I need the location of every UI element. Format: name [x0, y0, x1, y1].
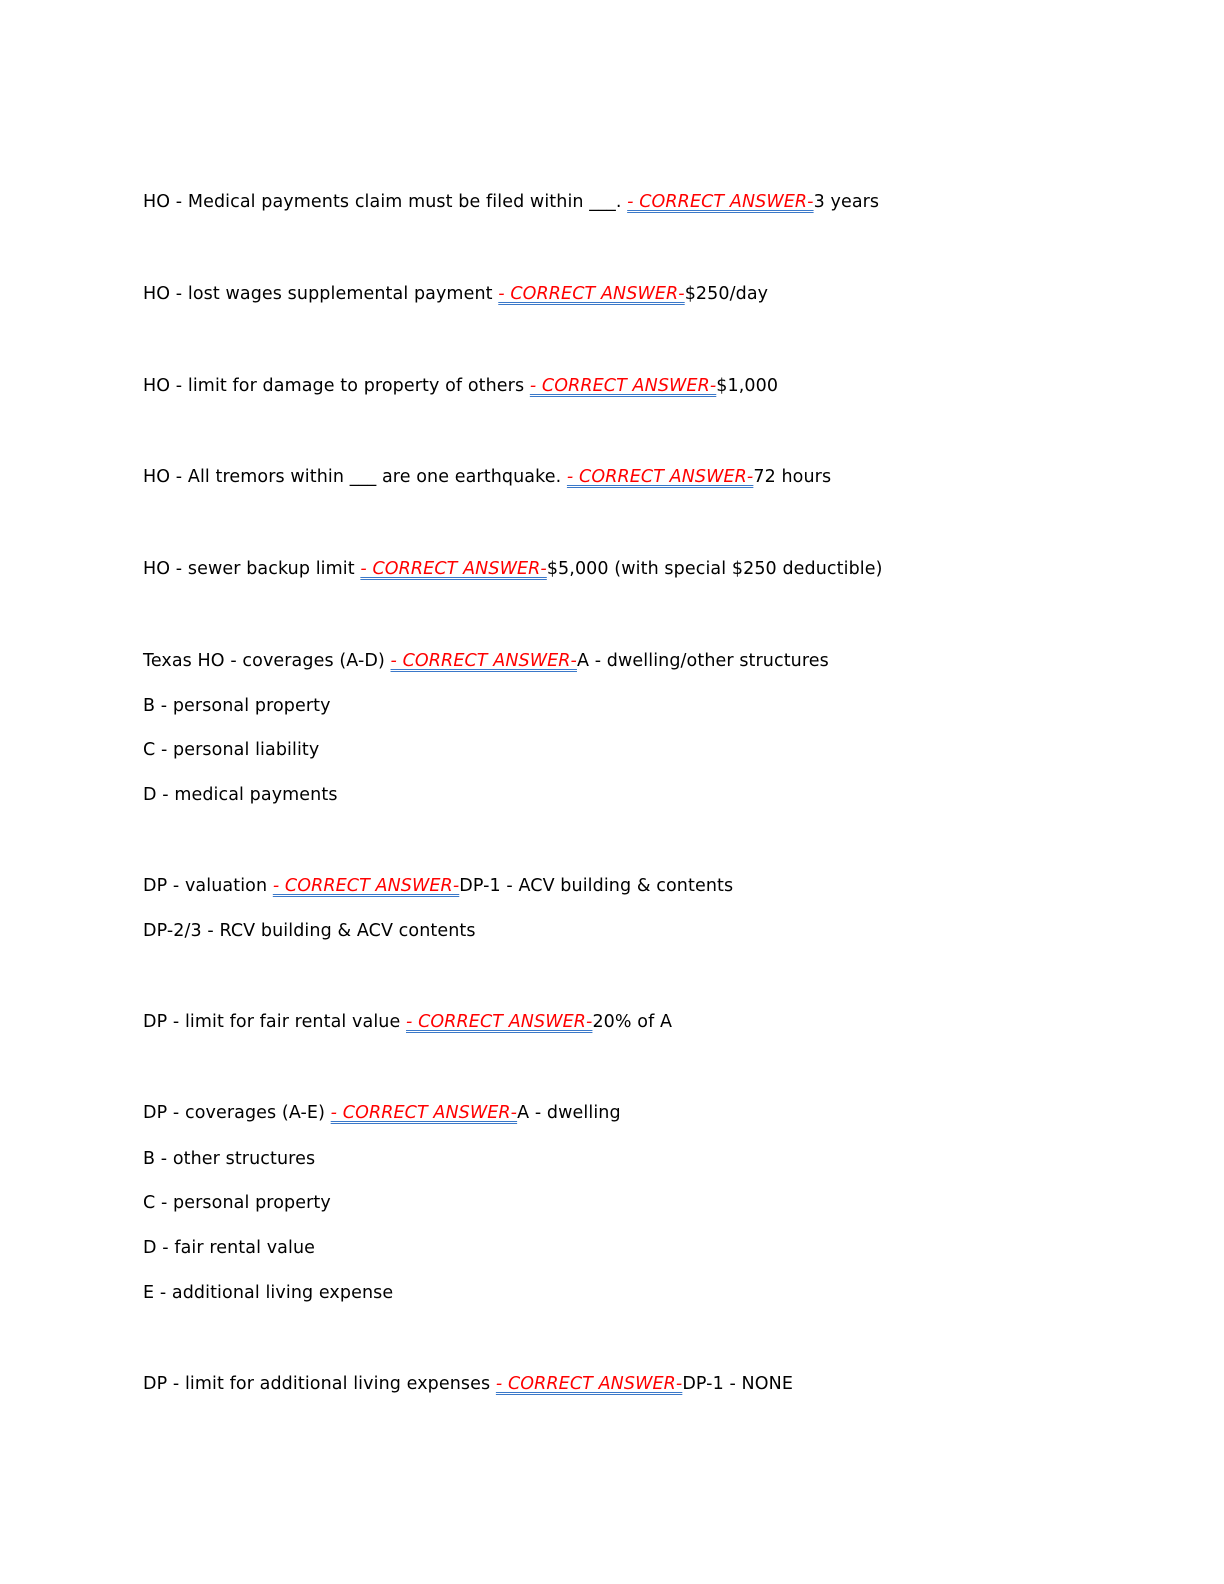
question-text: DP - limit for additional living expenses — [143, 1374, 496, 1394]
qa-entry — [143, 189, 879, 215]
answer-separator: - CORRECT ANSWER- — [498, 284, 685, 304]
question-text: HO - limit for damage to property of others — [143, 376, 530, 396]
question-text: HO - lost wages supplemental payment — [143, 284, 499, 304]
qa-entry — [143, 556, 883, 582]
answer-continuation: C - personal liability — [143, 740, 320, 760]
answer-continuation: E - additional living expense — [143, 1283, 394, 1303]
qa-entry — [143, 1371, 793, 1397]
qa-entry — [143, 1009, 672, 1035]
answer-separator: - CORRECT ANSWER- — [390, 651, 577, 671]
qa-entry — [143, 1100, 621, 1126]
qa-entry — [143, 648, 829, 674]
answer-continuation: B - other structures — [143, 1149, 316, 1169]
qa-entry — [143, 281, 768, 307]
question-text: DP - coverages (A-E) — [143, 1103, 331, 1123]
answer-text: $5,000 (with special $250 deductible) — [546, 559, 883, 579]
answer-text: DP-1 - ACV building & contents — [459, 876, 734, 896]
question-text: Texas HO - coverages (A-D) — [143, 651, 391, 671]
question-text: DP - limit for fair rental value — [143, 1012, 406, 1032]
answer-continuation: C - personal property — [143, 1193, 331, 1213]
question-text: HO - All tremors within ___ are one earthquake. — [143, 467, 567, 487]
question-text: HO - sewer backup limit — [143, 559, 361, 579]
answer-continuation: DP-2/3 - RCV building & ACV contents — [143, 921, 476, 941]
answer-text: A - dwelling/other structures — [576, 651, 829, 671]
question-text: DP - valuation — [143, 876, 273, 896]
question-text: HO - Medical payments claim must be filed within ___. — [143, 192, 628, 212]
answer-text: DP-1 - NONE — [682, 1374, 793, 1394]
answer-separator: - CORRECT ANSWER- — [627, 192, 814, 212]
qa-entry — [143, 373, 778, 399]
answer-continuation: D - fair rental value — [143, 1238, 315, 1258]
answer-separator: - CORRECT ANSWER- — [529, 376, 717, 396]
qa-entry — [143, 464, 831, 490]
answer-text: $1,000 — [716, 376, 779, 396]
answer-separator: - CORRECT ANSWER- — [360, 559, 547, 579]
answer-separator: - CORRECT ANSWER- — [330, 1103, 518, 1123]
answer-text: A - dwelling — [517, 1103, 621, 1123]
answer-continuation: B - personal property — [143, 696, 331, 716]
answer-text: 3 years — [813, 192, 880, 212]
answer-text: 72 hours — [753, 467, 832, 487]
answer-text: 20% of A — [592, 1012, 673, 1032]
answer-separator: - CORRECT ANSWER- — [566, 467, 754, 487]
answer-text: $250/day — [684, 284, 769, 304]
qa-entry — [143, 873, 733, 899]
answer-separator: - CORRECT ANSWER- — [495, 1374, 683, 1394]
answer-continuation: D - medical payments — [143, 785, 338, 805]
answer-separator: - CORRECT ANSWER- — [272, 876, 460, 896]
answer-separator: - CORRECT ANSWER- — [406, 1012, 593, 1032]
